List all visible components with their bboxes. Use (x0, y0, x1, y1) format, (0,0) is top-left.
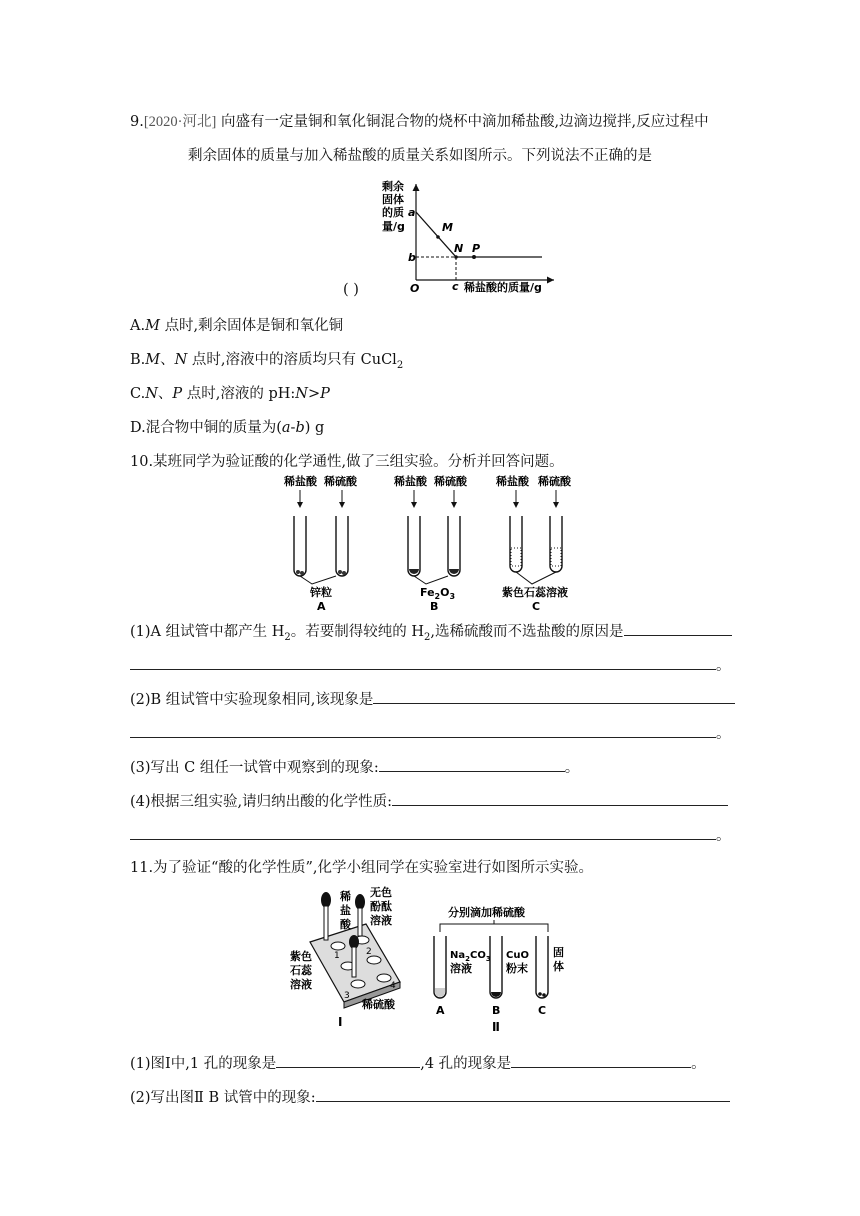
q9-option-D-post: ) g (304, 420, 325, 436)
q9-label-P: P (472, 242, 481, 255)
q10-part3-text: (3)写出 C 组任一试管中观察到的现象: (130, 760, 379, 776)
q10-B-solid2 (449, 569, 459, 574)
q11-fig1-hcl-1: 稀 (340, 890, 351, 903)
q10-part1-blank2[interactable] (130, 654, 716, 670)
q10-part4-line2 (130, 824, 731, 846)
q9-option-C-rel-b: P (320, 386, 330, 402)
q9-option-C-sep: 、 (157, 386, 173, 402)
q9-stem-line2 (188, 146, 652, 166)
q9-graph (330, 176, 560, 296)
q10-part2-blank1[interactable] (373, 688, 735, 704)
q9-stem-line1 (130, 112, 709, 132)
q11-fig2-tube-B (490, 936, 502, 998)
q9-option-C-label: C. (130, 386, 146, 402)
q11-part2-text: (2)写出图Ⅱ B 试管中的现象: (130, 1090, 316, 1106)
q10-A-pointer (300, 576, 336, 584)
q9-point-N (454, 255, 458, 259)
q11-fig1-phenol-3: 溶液 (370, 914, 392, 927)
q10-B-pointer (414, 576, 448, 584)
q9-option-B (130, 350, 403, 376)
q11-part1-text-b: ,4 孔的现象是 (420, 1056, 512, 1072)
q11-hole-a (331, 942, 345, 950)
q11-figure2 (426, 904, 566, 1034)
q9-ylabel-4: 量/g (382, 220, 405, 233)
q11-fig2-solid-1: 固 (553, 946, 564, 959)
q9-option-B-text: 点时,溶液中的溶质均只有 CuCl (191, 352, 397, 368)
q9-option-B-var1: M (145, 352, 161, 368)
q11-fig2-bracket (440, 924, 548, 932)
q9-number: 9. (130, 114, 144, 130)
q10-C-litmus-label: 紫色石蕊溶液 (502, 586, 568, 599)
q9-ylabel-2: 固体 (382, 193, 404, 206)
q10-C-hcl-label: 稀盐酸 (496, 475, 529, 488)
q11-part2-blank[interactable] (316, 1086, 730, 1102)
q10-B-tube2 (448, 516, 460, 576)
q11-hole-num-2: 2 (366, 947, 372, 957)
q10-part2-line2 (130, 722, 731, 744)
q9-xlabel: 稀盐酸的质量/g (464, 281, 542, 294)
q11-part1 (130, 1052, 706, 1074)
q11-part1-text-a: (1)图Ⅰ中,1 孔的现象是 (130, 1056, 277, 1072)
q11-fig2-powder: 粉末 (506, 962, 528, 975)
q10-part4-blank1[interactable] (392, 790, 728, 806)
q9-stem-text1: 向盛有一定量铜和氧化铜混合物的烧杯中滴加稀盐酸,边滴边搅拌,反应过程中 (220, 114, 709, 130)
q10-part1-sub1: 2 (284, 631, 291, 643)
q9-answer-paren: ( ) (343, 282, 359, 298)
q10-C-liquid2 (551, 548, 561, 566)
q9-option-C-var1: N (145, 386, 158, 402)
q10-C-label: C (532, 600, 541, 612)
q9-option-C-rel-a: N (295, 386, 308, 402)
q11-fig1-hcl-3: 酸 (340, 918, 351, 931)
q10-C-h2so4-label: 稀硫酸 (538, 475, 571, 488)
q9-label-O: O (410, 282, 420, 295)
q11-fig2-label-B: B (492, 1004, 501, 1017)
q9-option-B-var2: N (174, 352, 188, 368)
q11-fig1-litmus-1: 紫色 (290, 950, 312, 963)
q11-fig2-title: 分别滴加稀硫酸 (448, 906, 525, 919)
q11-dropper-1 (321, 892, 331, 940)
q9-label-c: c (452, 280, 459, 293)
q9-source: [2020·河北] (143, 114, 217, 130)
q11-fig1-litmus-2: 石蕊 (290, 964, 312, 977)
q11-part1-blank1[interactable] (276, 1052, 420, 1068)
q10-part1-sub2: 2 (424, 631, 431, 643)
q10-part4-text: (4)根据三组实验,请归纳出酸的化学性质: (130, 794, 393, 810)
q9-ylabel-1: 剩余 (382, 180, 404, 193)
q11-fig2-na2co3: $Na_2CO_3$ (450, 950, 491, 963)
q11-fig2-label: Ⅱ (492, 1020, 500, 1034)
q10-C-tube2 (550, 516, 562, 572)
q9-option-D-b: b (295, 420, 305, 436)
q11-fig2-solid-2: 体 (553, 960, 564, 973)
q11-hole-f (377, 974, 391, 982)
q11-hole-num-1: 1 (334, 951, 340, 961)
q11-hole-e (351, 980, 365, 988)
q9-option-B-sep: 、 (160, 352, 175, 368)
q9-option-D-a: a (281, 420, 291, 436)
q10-B-hcl-label: 稀盐酸 (394, 475, 427, 488)
q10-part4-blank2[interactable] (130, 824, 716, 840)
q9-option-C-rel-op: > (307, 386, 321, 402)
q9-label-b: b (408, 251, 416, 264)
q10-stem: 10.某班同学为验证酸的化学通性,做了三组实验。分析并回答问题。 (130, 454, 564, 470)
q11-fig2-label-A: A (436, 1004, 445, 1017)
q9-decline-line (416, 212, 456, 257)
q10-part2-line1 (130, 688, 735, 710)
q9-option-C-var2: P (172, 386, 183, 402)
q10-A-zinc4 (342, 571, 346, 575)
q11-fig1-h2so4: 稀硫酸 (362, 998, 395, 1011)
q10-part1-text-a: (1)A 组试管中都产生 H (130, 624, 285, 640)
q11-fig2-cuo: CuO (506, 950, 529, 961)
q10-B-tube1 (408, 516, 420, 576)
q10-A-h2so4-label: 稀硫酸 (324, 475, 357, 488)
q11-fig1-phenol-1: 无色 (370, 886, 392, 899)
q10-part2-text: (2)B 组试管中实验现象相同,该现象是 (130, 692, 374, 708)
q11-fig2-liquid-A (435, 988, 445, 997)
q9-option-A-text: 点时,剩余固体是铜和氧化铜 (164, 318, 344, 334)
q11-part1-end: 。 (691, 1056, 706, 1072)
q11-hole-num-4: 4 (390, 981, 396, 991)
q10-A-tube2 (336, 516, 348, 576)
q9-option-C (130, 384, 330, 404)
q10-part1-line1 (130, 620, 732, 648)
q10-A-hcl-label: 稀盐酸 (284, 475, 317, 488)
q10-part2-end: 。 (716, 726, 731, 742)
q10-A-zinc1 (296, 570, 300, 574)
q11-fig2-solution: 溶液 (450, 962, 472, 975)
q11-stem: 11.为了验证“酸的化学性质”,化学小组同学在实验室进行如图所示实验。 (130, 860, 593, 876)
q11-fig1-phenol-2: 酚酞 (370, 900, 392, 913)
q9-ylabel-3: 的质 (382, 206, 404, 219)
q11-figure1 (288, 884, 408, 1034)
q11-fig2-label-C: C (538, 1004, 547, 1017)
q11-fig1-label: Ⅰ (338, 1015, 343, 1029)
q10-A-zinc2 (300, 571, 304, 575)
q10-part4-end: 。 (716, 828, 731, 844)
q10-B-label: B (430, 600, 439, 612)
q10-part3-blank[interactable] (379, 756, 565, 772)
q10-part1-line2 (130, 654, 731, 676)
q11-fig1-hcl-2: 盐 (340, 904, 351, 917)
q10-part1-text-b: 。若要制得较纯的 H (290, 624, 425, 640)
q10-part4-line1 (130, 790, 728, 812)
q10-A-zinc-label: 锌粒 (310, 586, 332, 599)
q10-B-solid1 (409, 569, 419, 574)
q9-option-A-var: M (145, 318, 160, 334)
q11-fig2-tube-C (536, 936, 548, 998)
q10-A-zinc3 (338, 570, 342, 574)
q11-hole-num-3: 3 (344, 991, 350, 1001)
q11-fig2-solid-C1 (538, 992, 542, 996)
q10-figure (280, 472, 580, 612)
q10-part1-text-c: ,选稀硫酸而不选盐酸的原因是 (430, 624, 624, 640)
q9-label-a: a (408, 206, 416, 219)
q11-part2 (130, 1086, 730, 1108)
q9-label-M: M (442, 221, 453, 234)
q10-A-label: A (317, 600, 326, 612)
q10-C-liquid1 (511, 548, 521, 566)
q10-C-tube1 (510, 516, 522, 572)
q9-point-M (436, 235, 440, 239)
q11-part1-blank2[interactable] (511, 1052, 691, 1068)
q10-B-fe2o3-label: $Fe_2O_3$ (420, 586, 456, 601)
q10-C-pointer (516, 572, 556, 584)
q10-part3 (130, 756, 579, 778)
q9-option-D-text: D.混合物中铜的质量为( (130, 420, 282, 436)
q9-option-D (130, 418, 324, 438)
q10-A-tube1 (294, 516, 306, 576)
q9-option-B-label: B. (130, 352, 146, 368)
q10-part2-blank2[interactable] (130, 722, 716, 738)
q10-part3-end: 。 (564, 760, 580, 776)
q9-option-A-label: A. (130, 318, 146, 334)
q10-part1-blank1[interactable] (624, 620, 732, 636)
q10-part1-end: 。 (716, 658, 731, 674)
q11-fig2-solid-C2 (542, 993, 546, 997)
q9-option-A (130, 316, 343, 336)
q9-option-C-text: 点时,溶液的 pH: (186, 386, 296, 402)
q11-hole-d (367, 956, 381, 964)
q9-label-N: N (454, 242, 464, 255)
q9-stem-text2: 剩余固体的质量与加入稀盐酸的质量关系如图所示。下列说法不正确的是 (188, 148, 652, 164)
q9-option-D-minus: - (290, 420, 296, 436)
q11-fig1-litmus-3: 溶液 (290, 978, 312, 991)
q9-point-P (472, 255, 476, 259)
q9-option-B-sub: 2 (396, 359, 404, 371)
q10-B-h2so4-label: 稀硫酸 (434, 475, 467, 488)
